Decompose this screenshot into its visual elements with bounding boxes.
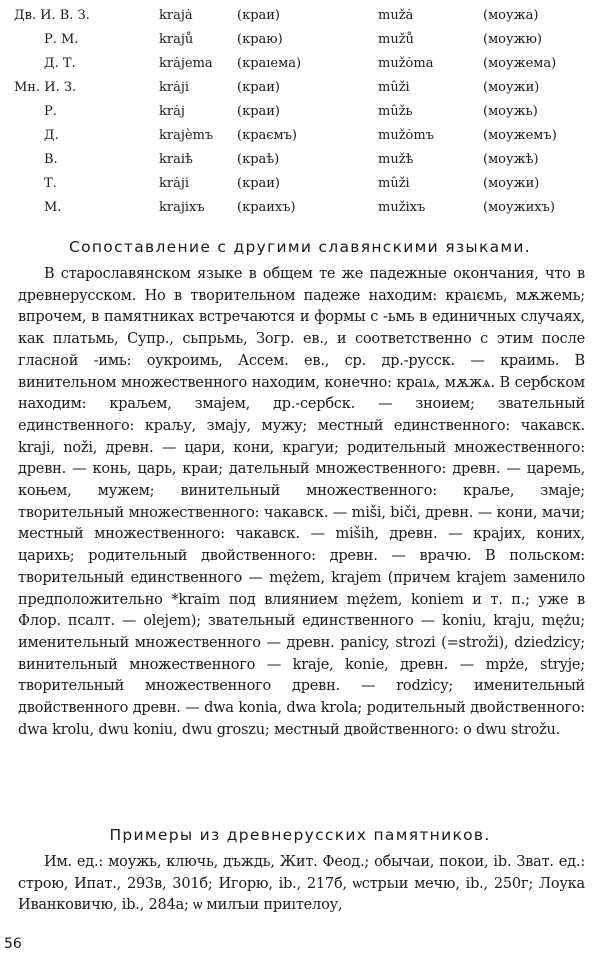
kraj-cyrillic: (краѣ) bbox=[237, 152, 280, 167]
muz-cyrillic: (моужемъ) bbox=[483, 128, 557, 143]
case-label: Р. М. bbox=[44, 32, 79, 47]
kraj-form: krajiхъ bbox=[159, 200, 205, 215]
muz-cyrillic: (моужи) bbox=[483, 176, 540, 191]
kraj-cyrillic: (краıема) bbox=[237, 56, 302, 71]
kraj-cyrillic: (краи) bbox=[237, 176, 281, 191]
kraj-form: krajů bbox=[159, 32, 194, 47]
case-label: Мн. И. З. bbox=[14, 80, 77, 95]
muz-cyrillic: (моужема) bbox=[483, 56, 557, 71]
kraj-cyrillic: (краихъ) bbox=[237, 200, 296, 215]
examples-paragraph: Им. ед.: моужь, ключь, дъждь, Жит. Феод.; обычаи, покои, ib. Зват. ед.: строю, Ипат., 293в, 301б; Игорю, ib., 217б, ѡстрьıи мечю, ib., 250г; Лоука Иванковичю, ib., 284а; ѡ милъıи приıтелоу, bbox=[18, 854, 585, 914]
kraj-form: kraiѣ bbox=[159, 152, 193, 167]
declension-row bbox=[14, 52, 600, 76]
muz-form: mužiхъ bbox=[378, 200, 426, 215]
page-number: 56 bbox=[4, 936, 22, 952]
muz-form: mȗži bbox=[378, 80, 410, 95]
muz-cyrillic: (моужю) bbox=[483, 32, 543, 47]
declension-row bbox=[14, 4, 600, 28]
declension-row bbox=[14, 28, 600, 52]
section-heading-examples: Примеры из древнерусских памятников. bbox=[109, 826, 491, 844]
muz-cyrillic: (моужѣ) bbox=[483, 152, 539, 167]
case-label: Д. Т. bbox=[44, 56, 76, 71]
muz-form: mužȯma bbox=[378, 56, 434, 71]
kraj-cyrillic: (краємъ) bbox=[237, 128, 298, 143]
muz-form: mužѣ bbox=[378, 152, 414, 167]
muz-cyrillic: (моужихъ) bbox=[483, 200, 555, 215]
kraj-form: krȧj bbox=[159, 104, 185, 119]
muz-form: mužů bbox=[378, 32, 414, 47]
case-label: М. bbox=[44, 200, 62, 215]
kraj-cyrillic: (краи) bbox=[237, 104, 281, 119]
kraj-form: krȧji bbox=[159, 80, 190, 95]
kraj-cyrillic: (краи) bbox=[237, 80, 281, 95]
kraj-cyrillic: (краи) bbox=[237, 8, 281, 23]
case-label: Д. bbox=[44, 128, 59, 143]
muz-form: mȗžь bbox=[378, 104, 413, 119]
kraj-form: krajȧ bbox=[159, 8, 193, 23]
kraj-form: krajèmъ bbox=[159, 128, 214, 143]
kraj-cyrillic: (краю) bbox=[237, 32, 283, 47]
declension-row bbox=[14, 76, 600, 100]
comparison-paragraph: В старославянском языке в общем те же падежные окончания, что в древнерусском. Но в творительном падеже находим: краıємь, мѫжемь; впрочем, в памятниках встречаются и формы с -ьмь в единичных случаях, как платьмь, Супр., сьпрьмь, Зогр. ев., и соответственно с этим после гласной -имь: оукроимь, Ассем. ев., ср. др.-русск. — краимь. В винительном множественного находим, конечно: краıѧ, мѫжѧ. В сербском находим: краљем, змаjем, др.-сербск. — зноием; звательный единственного: краљу, змаjу, мужу; местный единственного: чакавск. kraji, noži, древн. — цари, кони, крагуи; родительный множественного: древн. — конь, царь, краи; дательный множественного: древн. — царемь, коњем, мужем; винительный множественного: краље, змаjе; творительный множественного: чакавск. — miši, biči, древн. — кони, мачи; местный множественного: чакавск. — miših, древн. — краjих, коних, царихь; родительный двойственного: древн. — врачю. В польском: творительный единственного — mężem, krajem (причем krajem заменило предположительно *kraim под влиянием mężem, koniem и т. п.; уже в Флор. псалт. — olejem); звательный единственного — koniu, kraju, mężu; именительный множественного — древн. panicy, strozi (=stroži), dziedzicy; винительный множественного — kraje, konie, древн. — mpże, stryje; творительный множественного древн. — rodzicy; именительный двойственного древн. — dwa konia, dwa krola; родительный двойственного: dwa krolu, dwu koniu, dwu groszu; местный двойственного: o dwu strožu. bbox=[18, 266, 585, 738]
muz-form: mȗži bbox=[378, 176, 410, 191]
kraj-form: krȧji bbox=[159, 176, 190, 191]
muz-cyrillic: (моужа) bbox=[483, 8, 539, 23]
case-label: Дв. И. В. З. bbox=[14, 8, 90, 23]
declension-row bbox=[14, 196, 600, 220]
section-heading-comparison: Сопоставление с другими славянскими языками. bbox=[68, 238, 532, 256]
muz-form: mužȯmъ bbox=[378, 128, 434, 143]
muz-form: mužȧ bbox=[378, 8, 414, 23]
muz-cyrillic: (моужь) bbox=[483, 104, 538, 119]
declension-row bbox=[14, 172, 600, 196]
case-label: В. bbox=[44, 152, 58, 167]
declension-row bbox=[14, 124, 600, 148]
muz-cyrillic: (моужи) bbox=[483, 80, 540, 95]
case-label: Т. bbox=[44, 176, 57, 191]
declension-row bbox=[14, 100, 600, 124]
declension-row bbox=[14, 148, 600, 172]
kraj-form: krȧjema bbox=[159, 56, 213, 71]
declension-table bbox=[14, 4, 600, 220]
case-label: Р. bbox=[44, 104, 57, 119]
